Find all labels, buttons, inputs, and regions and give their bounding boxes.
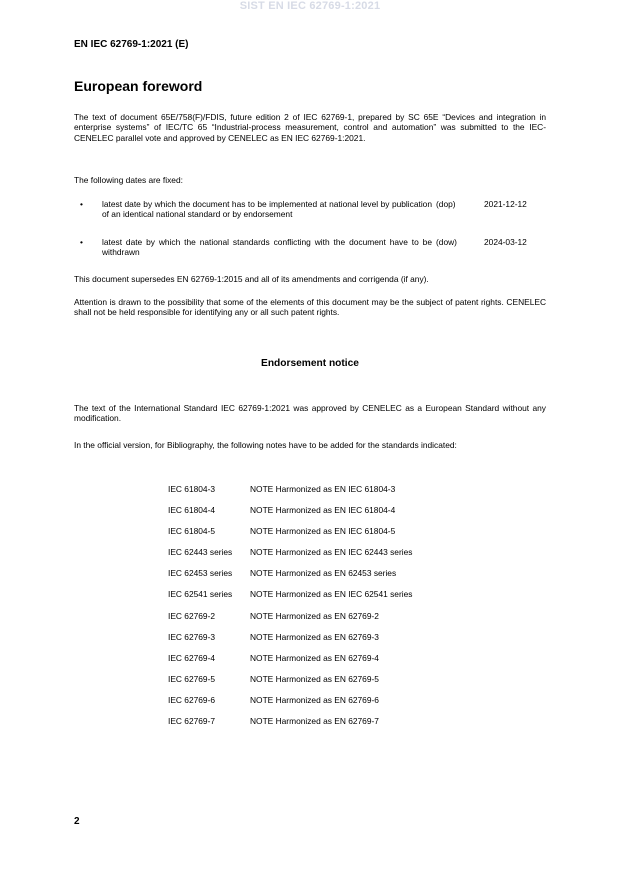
dates-fixed-text: The following dates are fixed: — [74, 175, 183, 185]
note-standard: IEC 62443 series — [168, 547, 233, 557]
foreword-title: European foreword — [74, 78, 203, 94]
bullet-dop-date: 2021-12-12 — [484, 199, 527, 209]
bullet-dop-text: latest date by which the document has to be implemented at national level by publication of an identical national standard or by endorsement — [102, 199, 432, 220]
endorsement-title: Endorsement notice — [261, 358, 359, 369]
note-text: NOTE Harmonized as EN 62769-6 — [250, 695, 379, 705]
note-standard: IEC 62769-4 — [168, 653, 216, 663]
note-text: NOTE Harmonized as EN 62453 series — [250, 568, 397, 578]
note-standard: IEC 62541 series — [168, 589, 233, 599]
page-number: 2 — [74, 816, 80, 827]
note-standard: IEC 62769-6 — [168, 695, 216, 705]
note-text: NOTE Harmonized as EN IEC 61804-3 — [250, 484, 396, 494]
document-id-header: EN IEC 62769-1:2021 (E) — [74, 39, 189, 50]
supersedes-text: This document supersedes EN 62769-1:2015 and all of its amendments and corrigenda (if any). — [74, 274, 429, 284]
endorsement-approval-text: The text of the International Standard IEC 62769-1:2021 was approved by CENELEC as a European Standard without any modification. — [74, 403, 546, 424]
foreword-intro: The text of document 65E/758(F)/FDIS, future edition 2 of IEC 62769-1, prepared by SC 65E “Devices and integration in enterprise systems” of IEC/TC 65 “Industrial-process measurement, control and automation” was submitted to the IEC-CENELEC parallel vote and approved by CENELEC as EN IEC 62769-1:2021. — [74, 112, 546, 143]
watermark: SIST EN IEC 62769-1:2021 — [239, 0, 381, 12]
note-text: NOTE Harmonized as EN 62769-3 — [250, 632, 379, 642]
note-text: NOTE Harmonized as EN 62769-5 — [250, 674, 379, 684]
note-standard: IEC 62769-5 — [168, 674, 216, 684]
note-text: NOTE Harmonized as EN IEC 61804-5 — [250, 526, 396, 536]
note-text: NOTE Harmonized as EN IEC 62443 series — [250, 547, 413, 557]
note-text: NOTE Harmonized as EN IEC 61804-4 — [250, 505, 396, 515]
note-standard: IEC 62769-7 — [168, 716, 216, 726]
bullet-dow-text: latest date by which the national standards conflicting with the document have to be withdrawn — [102, 237, 432, 258]
note-standard: IEC 61804-3 — [168, 484, 216, 494]
bullet-dow-code: (dow) — [436, 237, 457, 247]
note-standard: IEC 62453 series — [168, 568, 233, 578]
bullet-dow-date: 2024-03-12 — [484, 237, 527, 247]
note-standard: IEC 61804-5 — [168, 526, 216, 536]
note-text: NOTE Harmonized as EN 62769-4 — [250, 653, 379, 663]
bullet-dop-code: (dop) — [436, 199, 456, 209]
note-standard: IEC 62769-2 — [168, 611, 216, 621]
note-text: NOTE Harmonized as EN 62769-2 — [250, 611, 379, 621]
attention-text: Attention is drawn to the possibility that some of the elements of this document may be the subject of patent rights. CENELEC shall not be held responsible for identifying any or all such patent rights. — [74, 297, 546, 318]
note-standard: IEC 61804-4 — [168, 505, 216, 515]
bullet-marker: • — [80, 237, 83, 247]
note-text: NOTE Harmonized as EN IEC 62541 series — [250, 589, 413, 599]
note-text: NOTE Harmonized as EN 62769-7 — [250, 716, 379, 726]
note-standard: IEC 62769-3 — [168, 632, 216, 642]
bullet-marker: • — [80, 199, 83, 209]
bibliography-text: In the official version, for Bibliography, the following notes have to be added for the standards indicated: — [74, 440, 457, 450]
